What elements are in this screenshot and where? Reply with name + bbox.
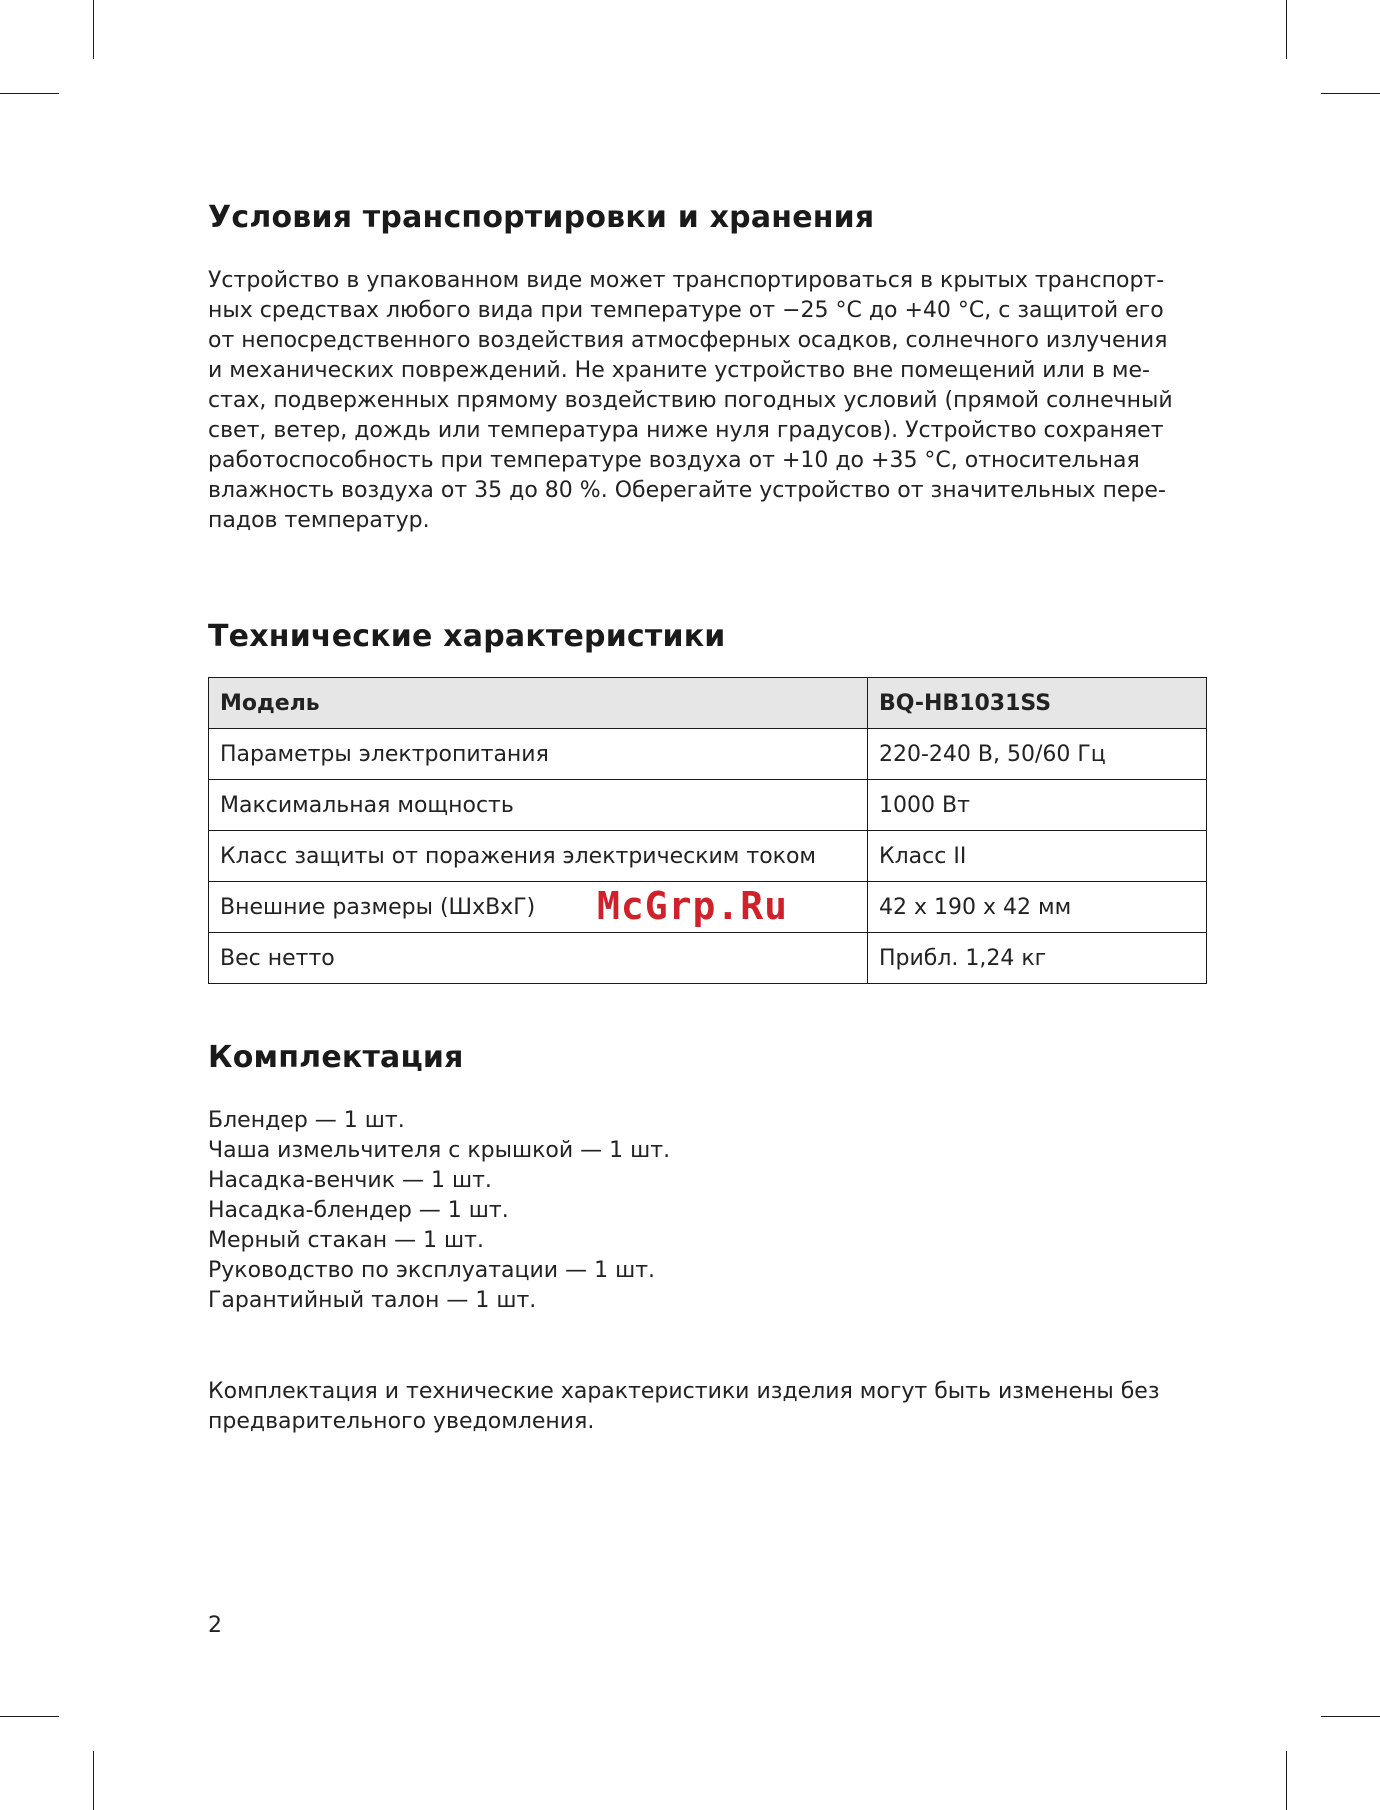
list-item: Чаша измельчителя с крышкой — 1 шт. xyxy=(208,1138,671,1163)
kit-note xyxy=(208,1377,1208,1437)
page-number: 2 xyxy=(208,1613,222,1638)
table-row xyxy=(209,678,1207,729)
spec-value: 42 х 190 х 42 мм xyxy=(868,882,1207,933)
table-row xyxy=(209,729,1207,780)
spec-label: Внешние размеры (ШхВхГ) xyxy=(209,882,868,933)
transport-paragraph xyxy=(208,266,1208,536)
list-item: Мерный стакан — 1 шт. xyxy=(208,1228,484,1253)
list-item: Насадка-блендер — 1 шт. xyxy=(208,1198,509,1223)
crop-mark xyxy=(0,93,59,94)
list-item: Насадка-венчик — 1 шт. xyxy=(208,1168,492,1193)
crop-mark xyxy=(93,0,94,59)
kit-heading: Комплектация xyxy=(208,1040,464,1075)
paragraph-line: работоспособность при температуре воздуха от +10 до +35 °С, относительная xyxy=(208,448,1140,473)
specs-heading: Технические характеристики xyxy=(208,619,726,654)
transport-heading: Условия транспортировки и хранения xyxy=(208,200,875,235)
paragraph-line: предварительного уведомления. xyxy=(208,1409,595,1434)
crop-mark xyxy=(1286,0,1287,59)
crop-mark xyxy=(1321,1716,1380,1717)
paragraph-line: Устройство в упакованном виде может транспортироваться в крытых транспорт- xyxy=(208,268,1165,293)
spec-label: Класс защиты от поражения электрическим током xyxy=(209,831,868,882)
list-item: Гарантийный талон — 1 шт. xyxy=(208,1288,537,1313)
table-row xyxy=(209,933,1207,984)
spec-value: Класс II xyxy=(868,831,1207,882)
list-item: Блендер — 1 шт. xyxy=(208,1108,405,1133)
spec-value: 220-240 В, 50/60 Гц xyxy=(868,729,1207,780)
paragraph-line: падов температур. xyxy=(208,508,430,533)
spec-label: Модель xyxy=(209,678,868,729)
list-item: Руководство по эксплуатации — 1 шт. xyxy=(208,1258,656,1283)
paragraph-line: и механических повреждений. Не храните устройство вне помещений или в ме- xyxy=(208,358,1150,383)
specs-table xyxy=(208,677,1207,984)
crop-mark xyxy=(1321,93,1380,94)
table-row xyxy=(209,780,1207,831)
paragraph-line: ных средствах любого вида при температуре от −25 °С до +40 °С, с защитой его xyxy=(208,298,1164,323)
watermark-text: McGrp.Ru xyxy=(597,884,789,928)
paragraph-line: Комплектация и технические характеристики изделия могут быть изменены без xyxy=(208,1379,1160,1404)
table-row xyxy=(209,831,1207,882)
spec-value: Прибл. 1,24 кг xyxy=(868,933,1207,984)
spec-label: Параметры электропитания xyxy=(209,729,868,780)
spec-label: Максимальная мощность xyxy=(209,780,868,831)
spec-value: 1000 Вт xyxy=(868,780,1207,831)
crop-mark xyxy=(0,1716,59,1717)
paragraph-line: влажность воздуха от 35 до 80 %. Оберегайте устройство от значительных пере- xyxy=(208,478,1166,503)
paragraph-line: от непосредственного воздействия атмосферных осадков, солнечного излучения xyxy=(208,328,1168,353)
crop-mark xyxy=(93,1751,94,1810)
paragraph-line: стах, подверженных прямому воздействию погодных условий (прямой солнечный xyxy=(208,388,1173,413)
kit-list xyxy=(208,1106,670,1316)
paragraph-line: свет, ветер, дождь или температура ниже нуля градусов). Устройство сохраняет xyxy=(208,418,1164,443)
crop-mark xyxy=(1286,1751,1287,1810)
spec-label: Вес нетто xyxy=(209,933,868,984)
spec-value: BQ-HB1031SS xyxy=(868,678,1207,729)
